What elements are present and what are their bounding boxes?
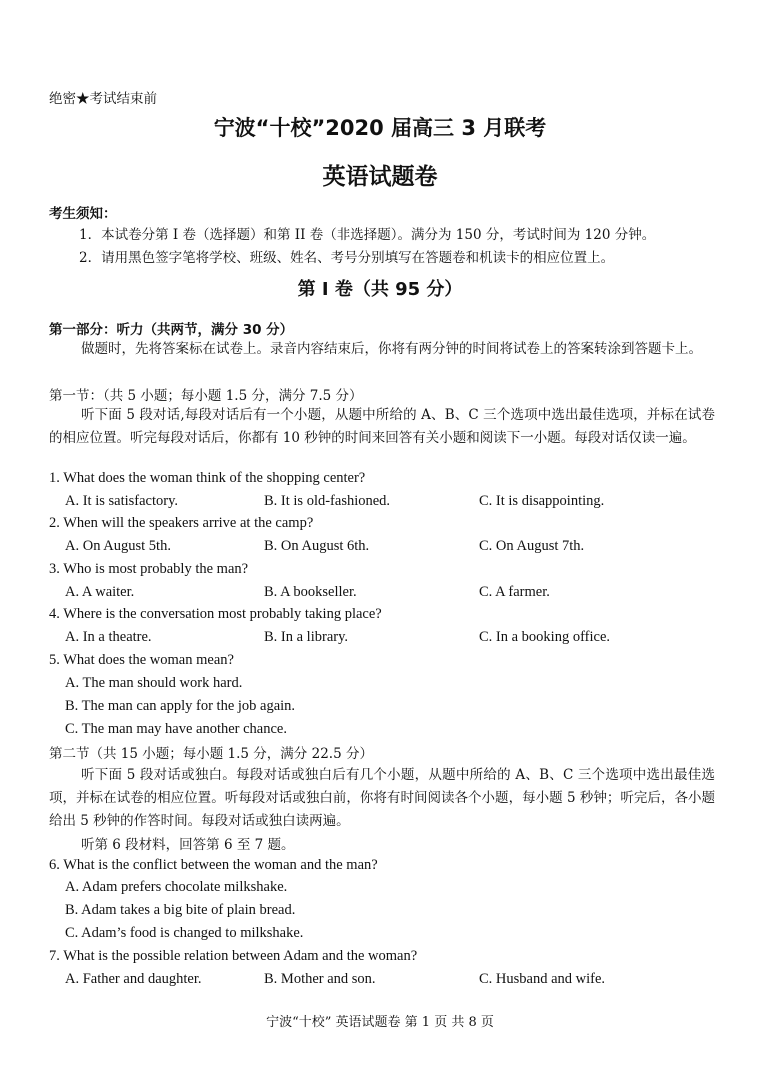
q5-option-c: C. The man may have another chance. (65, 721, 287, 737)
q1-option-b: B. It is old-fashioned. (264, 493, 391, 509)
q7-option-a: A. Father and daughter. (65, 971, 202, 987)
q5-option-a: A. The man should work hard. (65, 675, 243, 691)
question-5: 5. What does the woman mean? (49, 652, 234, 668)
exam-subtitle: 英语试题卷 (322, 164, 438, 190)
section2-heading: 第二节（共 15 小题；每小题 1.5 分，满分 22.5 分） (49, 746, 373, 762)
q3-option-c: C. A farmer. (479, 584, 550, 600)
q7-option-c: C. Husband and wife. (479, 971, 606, 987)
volume-heading: 第 I 卷（共 95 分） (297, 279, 463, 300)
question-4: 4. Where is the conversation most probably taking place? (49, 606, 382, 622)
section1-heading: 第一节：（共 5 小题；每小题 1.5 分，满分 7.5 分） (49, 388, 363, 404)
q4-option-a: A. In a theatre. (65, 629, 152, 645)
q2-option-a: A. On August 5th. (65, 538, 171, 554)
part1-heading: 第一部分：听力（共两节，满分 30 分） (49, 322, 294, 338)
part1-intro: 做题时，先将答案标在试卷上。录音内容结束后，你将有两分钟的时间将试卷上的答案转涂到答题卡上。 (81, 341, 702, 357)
q2-option-b: B. On August 6th. (264, 538, 370, 554)
q4-option-b: B. In a library. (264, 629, 349, 645)
q4-option-c: C. In a booking office. (479, 629, 611, 645)
q5-option-b: B. The man can apply for the job again. (65, 698, 296, 714)
material-6-instruction: 听第 6 段材料，回答第 6 至 7 题。 (81, 837, 295, 853)
question-2: 2. When will the speakers arrive at the camp? (49, 515, 314, 531)
question-7: 7. What is the possible relation between Adam and the woman? (49, 948, 418, 964)
q6-option-c: C. Adam’s food is changed to milkshake. (65, 925, 304, 941)
q6-option-a: A. Adam prefers chocolate milkshake. (65, 879, 288, 895)
q6-option-b: B. Adam takes a big bite of plain bread. (65, 902, 296, 918)
exam-title: 宁波“十校”2020 届高三 3 月联考 (213, 116, 547, 140)
confidential-label: 绝密★考试结束前 (49, 91, 157, 107)
page-footer: 宁波“十校” 英语试题卷 第 1 页 共 8 页 (266, 1015, 494, 1030)
question-6: 6. What is the conflict between the woman and the man? (49, 857, 378, 873)
question-1: 1. What does the woman think of the shopping center? (49, 470, 366, 486)
q1-option-c: C. It is disappointing. (479, 493, 605, 509)
section1-intro: 听下面 5 段对话,每段对话后有一个小题，从题中所给的 A、B、C 三个选项中选出最佳选项，并标在试卷的相应位置。听完每段对话后，你都有 10 秒钟的时间来回答有关小题和阅读下一小题。每段对话仅读一遍。 (49, 407, 715, 446)
notice-item: 2．请用黑色签字笔将学校、班级、姓名、考号分别填写在答题卷和机读卡的相应位置上。 (79, 250, 615, 266)
notice-item: 1．本试卷分第 I 卷（选择题）和第 II 卷（非选择题）。满分为 150 分，考试时间为 120 分钟。 (79, 227, 656, 243)
notice-heading: 考生须知： (49, 206, 117, 222)
q3-option-b: B. A bookseller. (264, 584, 357, 600)
q1-option-a: A. It is satisfactory. (65, 493, 179, 509)
q2-option-c: C. On August 7th. (479, 538, 585, 554)
question-3: 3. Who is most probably the man? (49, 561, 249, 577)
q3-option-a: A. A waiter. (65, 584, 135, 600)
section2-intro: 听下面 5 段对话或独白。每段对话或独白后有几个小题，从题中所给的 A、B、C 三个选项中选出最佳选项，并标在试卷的相应位置。听每段对话或独白前，你将有时间阅读各个小题，每小题 5 秒钟；听完后，各小题给出 5 秒钟的作答时间。每段对话或独白读两遍。 (49, 767, 715, 829)
q7-option-b: B. Mother and son. (264, 971, 376, 987)
